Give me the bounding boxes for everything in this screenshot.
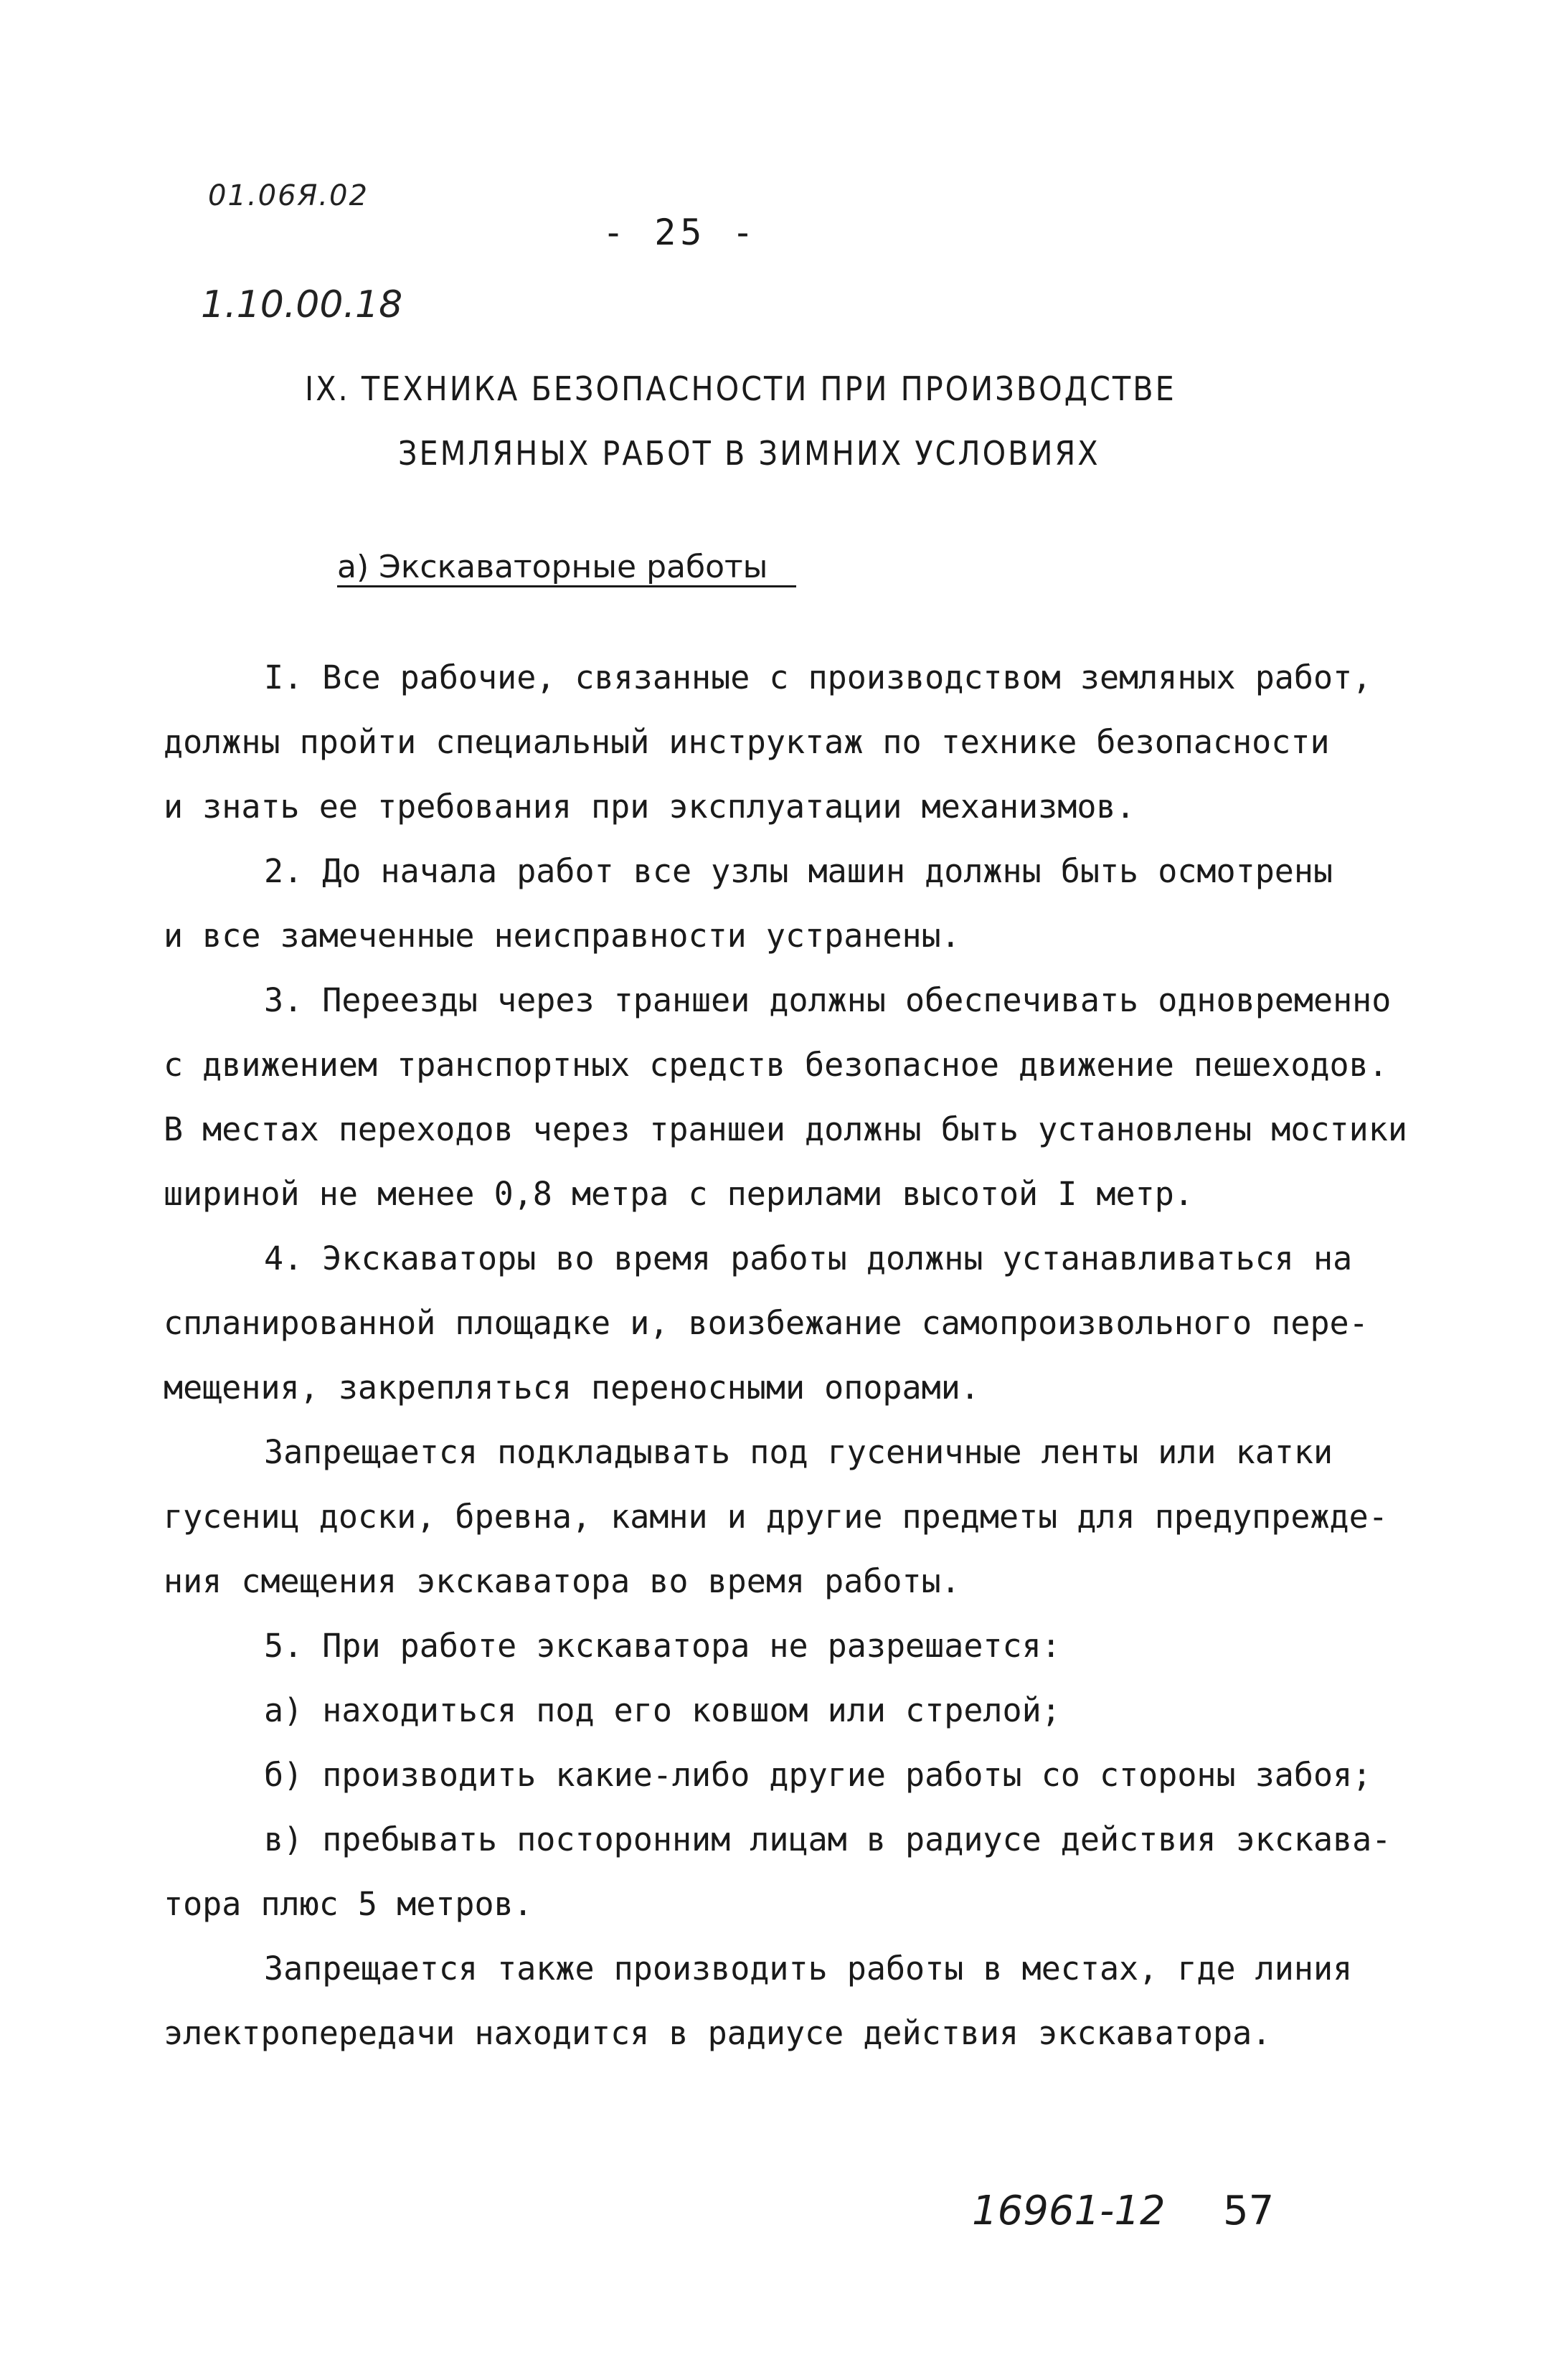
text-line: спланированной площадке и, воизбежание самопроизвольного пере- <box>164 1304 1369 1342</box>
text-line: мещения, закрепляться переносными опорами. <box>164 1369 980 1407</box>
text-line: б) производить какие-либо другие работы со стороны забоя; <box>264 1756 1372 1794</box>
text-line: 4. Экскаваторы во время работы должны устанавливаться на <box>264 1239 1353 1277</box>
footer-sheet-number: 57 <box>1223 2188 1275 2234</box>
section-title-line-1: IX. ТЕХНИКА БЕЗОПАСНОСТИ ПРИ ПРОИЗВОДСТВЕ <box>305 369 1176 408</box>
text-line: Запрещается подкладывать под гусеничные ленты или катки <box>264 1433 1333 1471</box>
text-line: 5. При работе экскаватора не разрешается: <box>264 1627 1061 1665</box>
footer-document-code: 16961-12 <box>972 2188 1166 2234</box>
text-line: I. Все рабочие, связанные с производством земляных работ, <box>264 658 1372 696</box>
text-line: и знать ее требования при эксплуатации механизмов. <box>164 788 1135 826</box>
text-line: ния смещения экскаватора во время работы. <box>164 1562 960 1600</box>
text-line: с движением транспортных средств безопасное движение пешеходов. <box>164 1046 1388 1084</box>
text-line: должны пройти специальный инструктаж по технике безопасности <box>164 723 1330 761</box>
text-line: электропередачи находится в радиусе действия экскаватора. <box>164 2014 1272 2052</box>
text-line: Запрещается также производить работы в местах, где линия <box>264 1950 1353 1988</box>
page-number-marker: - 25 - <box>603 212 758 253</box>
subsection-heading: а) Экскаваторные работы <box>337 549 796 587</box>
text-line: а) находиться под его ковшом или стрелой; <box>264 1691 1061 1729</box>
handwritten-code-bottom: 1.10.00.18 <box>201 283 403 326</box>
text-line: гусениц доски, бревна, камни и другие предметы для предупрежде- <box>164 1498 1388 1536</box>
text-line: в) пребывать посторонним лицам в радиусе действия экскава- <box>264 1820 1392 1858</box>
body-text <box>164 646 1462 2066</box>
text-line: В местах переходов через траншеи должны быть установлены мостики <box>164 1110 1407 1148</box>
text-line: 2. До начала работ все узлы машин должны быть осмотрены <box>264 852 1333 890</box>
text-line: шириной не менее 0,8 метра с перилами высотой I метр. <box>164 1175 1194 1213</box>
text-line: 3. Переезды через траншеи должны обеспечивать одновременно <box>264 981 1392 1019</box>
handwritten-code-top: 01.06Я.02 <box>208 179 369 212</box>
text-line: и все замеченные неисправности устранены. <box>164 917 960 955</box>
section-title-line-2: ЗЕМЛЯНЫХ РАБОТ В ЗИМНИХ УСЛОВИЯХ <box>398 434 1100 473</box>
text-line: тора плюс 5 метров. <box>164 1885 533 1923</box>
